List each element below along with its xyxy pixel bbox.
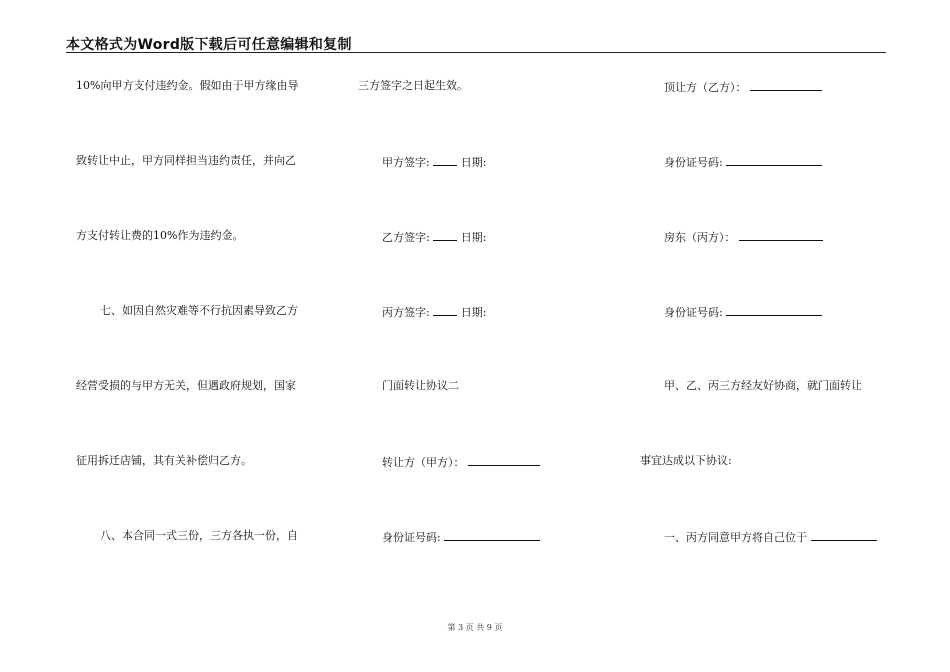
signature-line-party-a [382,154,486,170]
date-label: 日期: [460,156,487,169]
date-label: 日期: [460,231,487,244]
text-line: 七、如因自然灾难等不行抗因素导致乙方 [100,304,298,317]
fill-blank [726,154,822,166]
text-line: 八、本合同一式三份，三方各执一份，自 [100,529,298,542]
transferee-line [664,79,822,95]
text-line: 10%向甲方支付违约金。假如由于甲方缘由导 [76,79,299,92]
text-line: 经营受损的与甲方无关，但遇政府规划，国家 [76,379,296,392]
fill-blank [811,529,877,541]
fill-blank [739,229,823,241]
text-line: 征用拆迁店铺，其有关补偿归乙方。 [76,454,252,467]
text-line: 三方签字之日起生效。 [358,79,468,92]
field-label: 身份证号码: [664,306,723,319]
landlord-line [664,229,823,245]
id-number-line [664,154,822,170]
text-line: 事宜达成以下协议: [640,454,732,467]
date-label: 日期: [460,306,487,319]
signature-blank [433,154,457,166]
clause-one-line [664,529,877,545]
transferor-line [382,454,540,470]
field-label: 身份证号码: [664,156,723,169]
page-number: 第 3 页 共 9 页 [447,623,503,632]
signature-label: 甲方签字: [382,156,430,169]
signature-blank [433,304,457,316]
signature-line-party-c [382,304,486,320]
signature-label: 丙方签字: [382,306,430,319]
signature-label: 乙方签字: [382,231,430,244]
agreement-two-title: 门面转让协议二 [382,379,459,392]
text-line: 方支付转让费的10%作为违约金。 [76,229,244,242]
field-label: 转让方（甲方）： [382,456,465,469]
clause-text: 一、丙方同意甲方将自己位于 [664,531,807,544]
text-line: 致转让中止，甲方同样担当违约责任，并向乙 [76,154,296,167]
field-label: 顶让方（乙方）： [664,81,747,94]
fill-blank [726,304,822,316]
fill-blank [468,454,540,466]
fill-blank [750,79,822,91]
signature-line-party-b [382,229,486,245]
field-label: 房东（丙方）： [664,231,736,244]
field-label: 身份证号码: [382,531,441,544]
text-line: 甲、乙、丙三方经友好协商，就门面转让 [664,379,862,392]
fill-blank [444,529,540,541]
signature-blank [433,229,457,241]
document-header-title: 本文格式为Word版下载后可任意编辑和复制 [66,37,352,53]
header-divider [66,52,886,53]
id-number-line [382,529,540,545]
id-number-line [664,304,822,320]
